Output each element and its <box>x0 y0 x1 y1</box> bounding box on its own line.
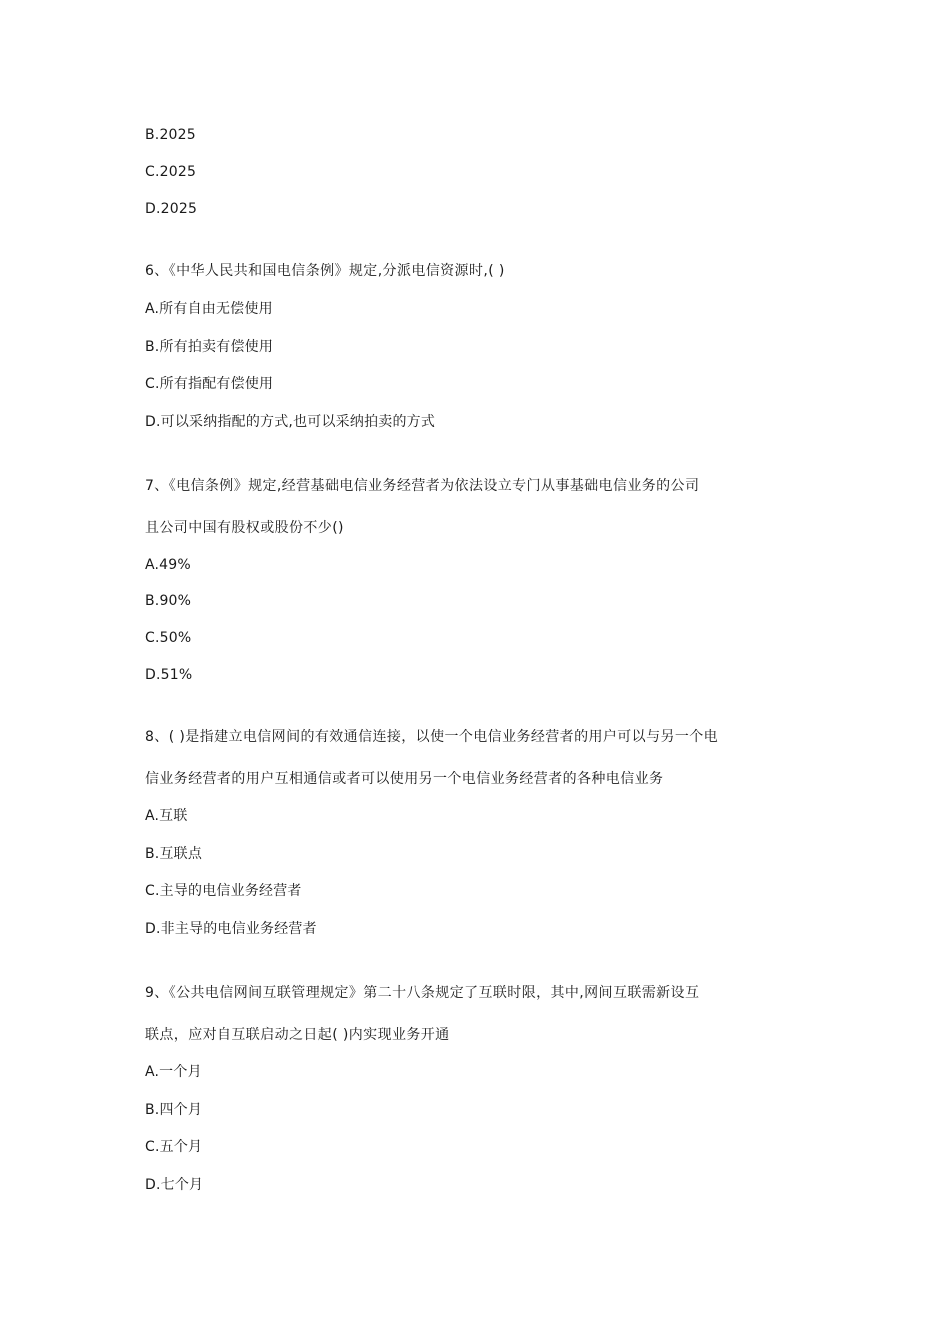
question-8-option-d: D.非主导的电信业务经营者 <box>145 921 317 937</box>
question-9-stem-line-1: 9、《公共电信网间互联管理规定》第二十八条规定了互联时限，其中,网间互联需新设互 <box>145 985 700 1001</box>
question-6-option-d: D.可以采纳指配的方式,也可以采纳拍卖的方式 <box>145 414 436 430</box>
question-7-option-d: D.51% <box>145 667 193 683</box>
question-9-option-a: A.一个月 <box>145 1064 202 1080</box>
question-9-option-b: B.四个月 <box>145 1102 203 1118</box>
question-6-option-b: B.所有拍卖有偿使用 <box>145 339 274 355</box>
question-7-stem-line-2: 且公司中国有股权或股份不少() <box>145 520 344 536</box>
question-8-stem-line-1: 8、( )是指建立电信网间的有效通信连接，以使一个电信业务经营者的用户可以与另一个电 <box>145 729 719 745</box>
question-9-option-c: C.五个月 <box>145 1139 203 1155</box>
question-6-option-a: A.所有自由无偿使用 <box>145 301 273 317</box>
question-9-stem-line-2: 联点，应对自互联启动之日起( )内实现业务开通 <box>145 1027 450 1043</box>
question-6-stem: 6、《中华人民共和国电信条例》规定,分派电信资源时,( ) <box>145 263 505 279</box>
prev-option-d: D.2025 <box>145 201 198 217</box>
prev-option-c: C.2025 <box>145 164 197 180</box>
question-6-option-c: C.所有指配有偿使用 <box>145 376 274 392</box>
question-7-stem-line-1: 7、《电信条例》规定,经营基础电信业务经营者为依法设立专门从事基础电信业务的公司 <box>145 478 700 494</box>
question-9-option-d: D.七个月 <box>145 1177 204 1193</box>
question-8-stem-line-2: 信业务经营者的用户互相通信或者可以使用另一个电信业务经营者的各种电信业务 <box>145 771 664 787</box>
question-8-option-c: C.主导的电信业务经营者 <box>145 883 302 899</box>
question-8-option-a: A.互联 <box>145 808 188 824</box>
question-8-option-b: B.互联点 <box>145 846 203 862</box>
question-7-option-a: A.49% <box>145 557 191 573</box>
prev-option-b: B.2025 <box>145 127 196 143</box>
question-7-option-c: C.50% <box>145 630 192 646</box>
question-7-option-b: B.90% <box>145 593 192 609</box>
